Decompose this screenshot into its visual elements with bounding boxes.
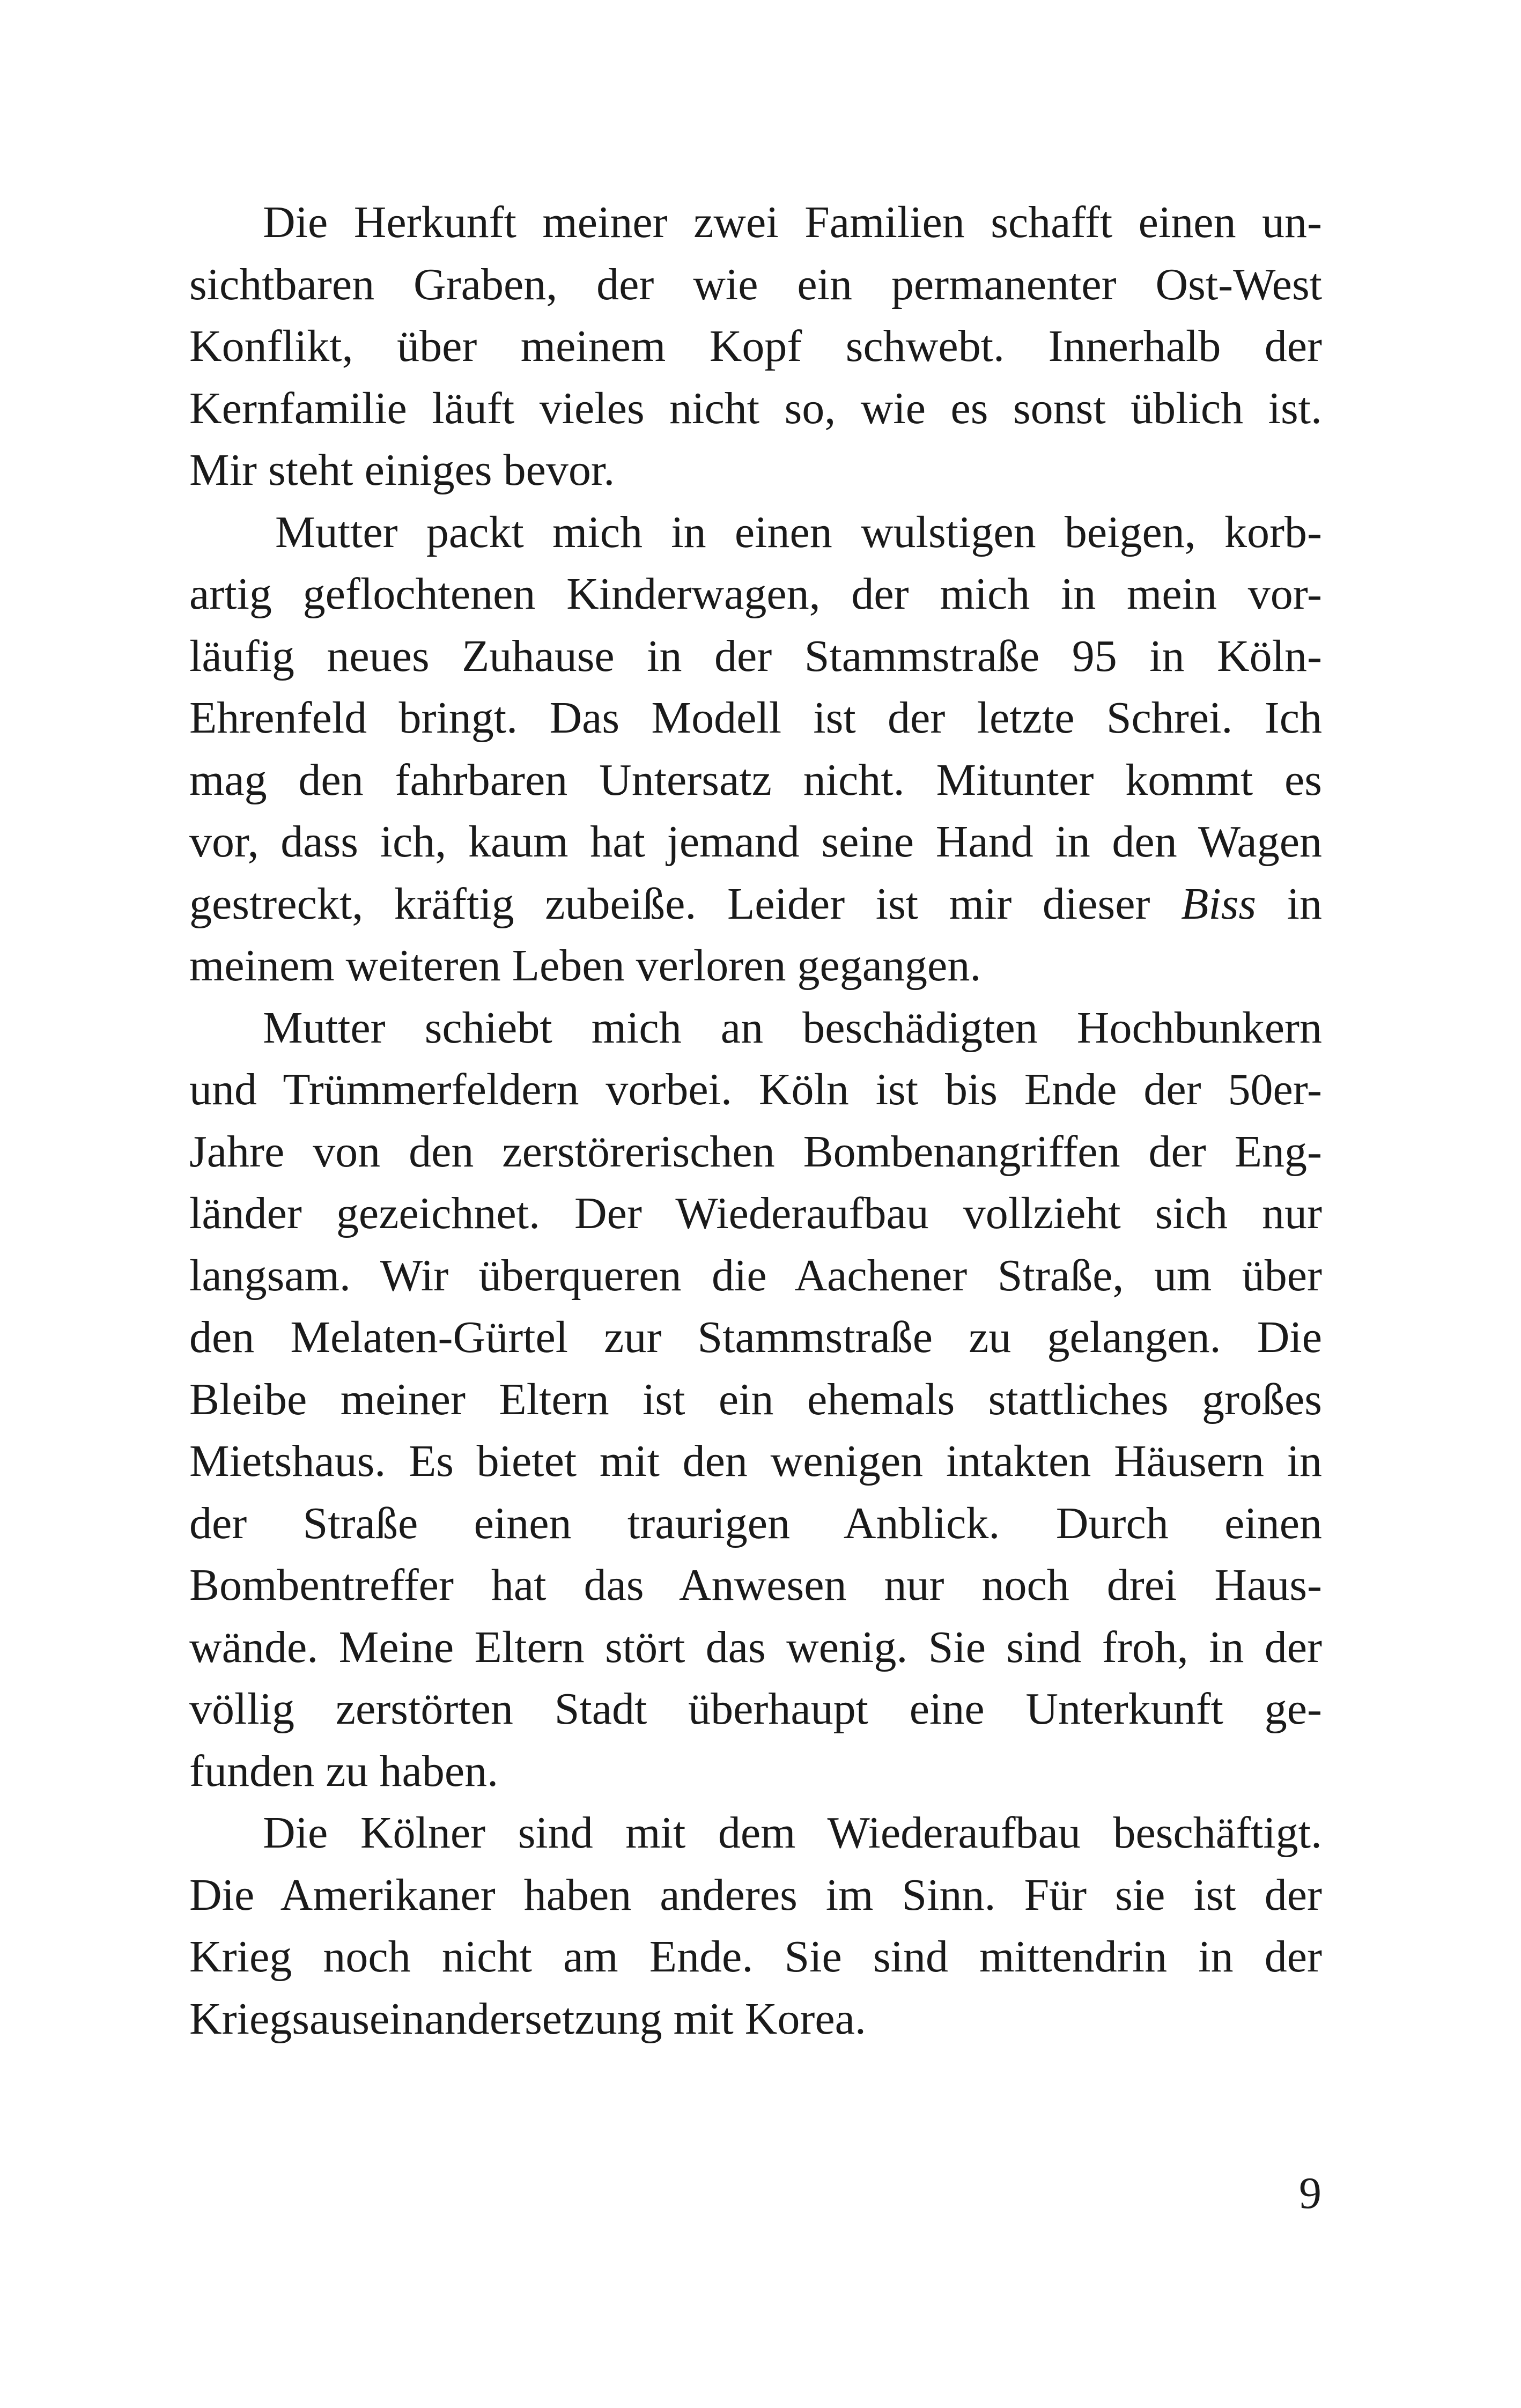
text-line: Die Kölner sind mit dem Wiederaufbau beschäftigt. xyxy=(263,1808,1322,1858)
paragraph-3 xyxy=(189,997,1322,1803)
text-line: Mutter schiebt mich an beschädigten Hochbunkern xyxy=(263,1002,1322,1053)
text-line: mag den fahrbaren Untersatz nicht. Mitunter kommt es xyxy=(189,755,1322,805)
italic-word: Biss xyxy=(1181,878,1257,929)
text-line: und Trümmerfeldern vorbei. Köln ist bis Ende der 50er- xyxy=(189,1065,1322,1114)
text-line: Mutter packt mich in einen wulstigen beigen, korb- xyxy=(275,507,1322,557)
text-line: funden zu haben. xyxy=(189,1746,499,1796)
text-line: Krieg noch nicht am Ende. Sie sind mittendrin in der xyxy=(189,1932,1322,1982)
text-line: Kriegsauseinandersetzung mit Korea. xyxy=(189,1993,866,2044)
text-line: Ehrenfeld bringt. Das Modell ist der letzte Schrei. Ich xyxy=(189,693,1322,743)
text-line: länder gezeichnet. Der Wiederaufbau vollzieht sich nur xyxy=(189,1188,1322,1238)
paragraph-1 xyxy=(189,191,1322,501)
text-line: Kernfamilie läuft vieles nicht so, wie es sonst üblich ist. xyxy=(189,383,1322,433)
text-line: Mir steht einiges bevor. xyxy=(189,445,615,495)
text-line: meinem weiteren Leben verloren gegangen. xyxy=(189,941,981,991)
text-line: der Straße einen traurigen Anblick. Durch einen xyxy=(189,1498,1322,1548)
body-text xyxy=(189,191,1322,2050)
text-line: Die Herkunft meiner zwei Familien schafft einen un- xyxy=(263,197,1322,247)
paragraph-2 xyxy=(189,501,1322,997)
text-line: Bleibe meiner Eltern ist ein ehemals stattliches großes xyxy=(189,1374,1322,1424)
text-line: artig geflochtenen Kinderwagen, der mich in mein vor- xyxy=(189,569,1322,619)
text-line: wände. Meine Eltern stört das wenig. Sie sind froh, in der xyxy=(189,1622,1322,1672)
text-line: vor, dass ich, kaum hat jemand seine Hand in den Wagen xyxy=(189,817,1322,867)
text-line: Bombentreffer hat das Anwesen nur noch drei Haus- xyxy=(189,1560,1322,1610)
text-line: den Melaten-Gürtel zur Stammstraße zu gelangen. Die xyxy=(189,1312,1322,1362)
text-line: völlig zerstörten Stadt überhaupt eine Unterkunft ge- xyxy=(189,1684,1322,1734)
text-line: Die Amerikaner haben anderes im Sinn. Für sie ist der xyxy=(189,1870,1322,1920)
paragraph-4 xyxy=(189,1802,1322,2050)
text-line: Mietshaus. Es bietet mit den wenigen intakten Häusern in xyxy=(189,1436,1322,1486)
text-segment: in xyxy=(1287,878,1323,929)
text-line: läufig neues Zuhause in der Stammstraße 95 in Köln- xyxy=(189,631,1322,681)
text-line: sichtbaren Graben, der wie ein permanenter Ost-West xyxy=(189,259,1322,309)
text-line: langsam. Wir überqueren die Aachener Straße, um über xyxy=(189,1250,1322,1301)
text-segment: gestreckt, kräftig zubeiße. Leider ist mir dieser xyxy=(189,878,1150,929)
page-number: 9 xyxy=(1299,2168,1321,2218)
text-line: Konflikt, über meinem Kopf schwebt. Innerhalb der xyxy=(189,321,1322,371)
text-line-with-italic xyxy=(189,873,1322,935)
text-line: Jahre von den zerstörerischen Bombenangriffen der Eng- xyxy=(189,1126,1322,1177)
